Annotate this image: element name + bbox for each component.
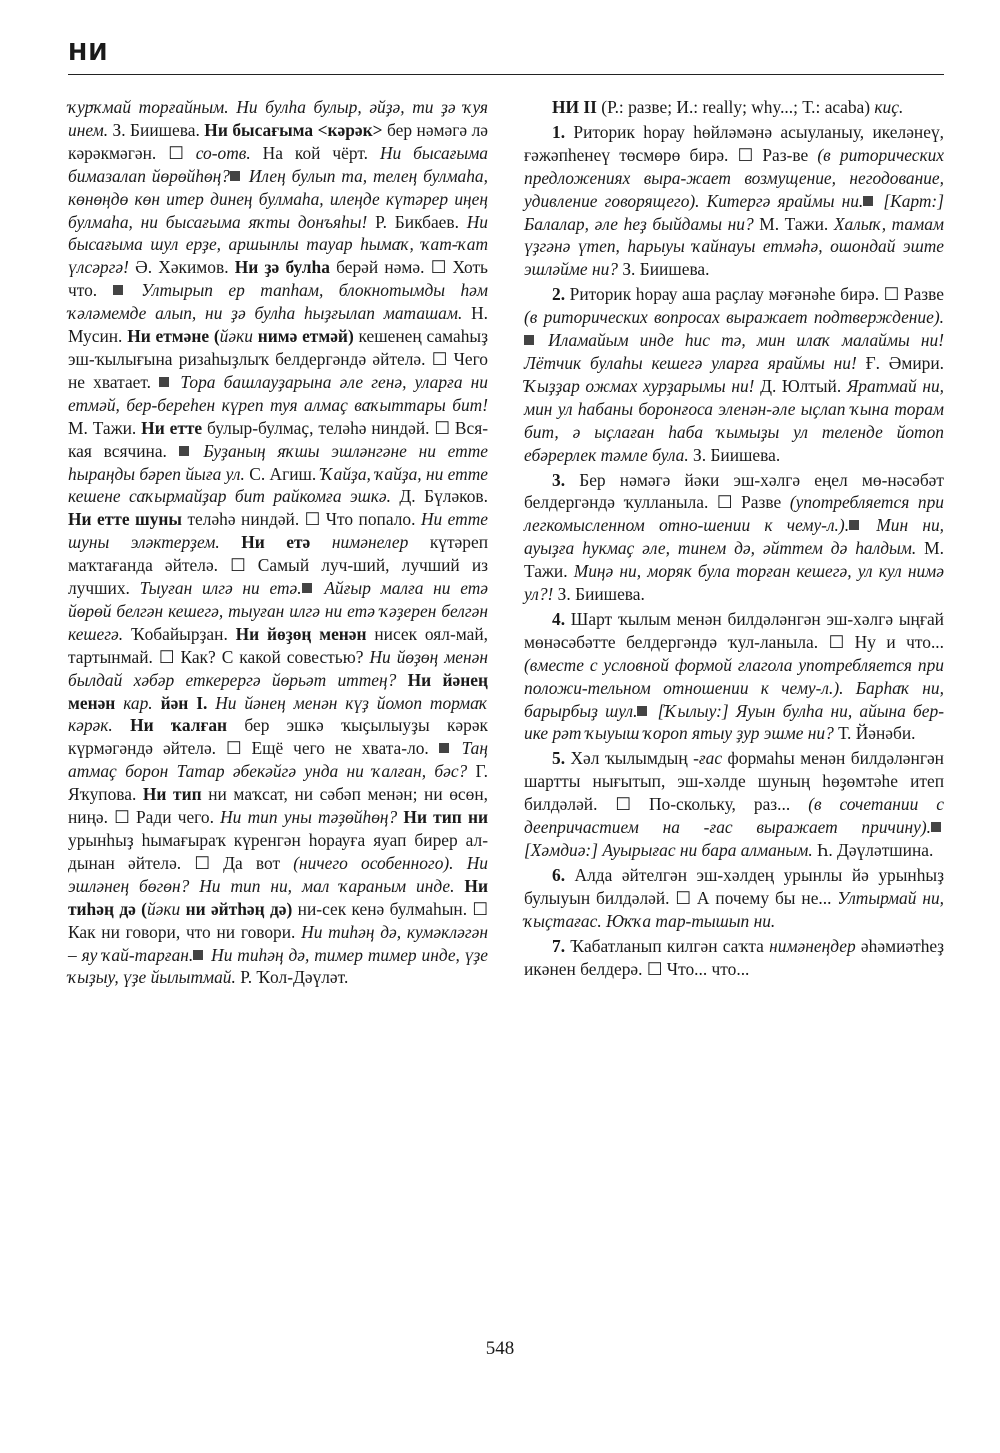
example-marker-icon — [179, 446, 189, 456]
italic-text: Ултырмай ни, ҡыҫтағас. Юҡҡа тар-тышып ни. — [524, 887, 944, 931]
italic-text: Ни бысағыма шул ерҙе, аршынлы тауар һымаҡ, ҡат-ҡат үлсәргә! — [68, 211, 489, 278]
italic-text: Таң атмаҫ борон Татар әбекәйгә унда ни ҡалған, бәс? — [68, 738, 488, 782]
example-marker-icon — [193, 950, 203, 960]
body-text — [153, 693, 161, 713]
body-text: Д. Бүләков. — [390, 486, 488, 507]
italic-text: Ни йәнең менән күҙ йомоп тормаҡ кәрәк. — [68, 692, 488, 736]
example-marker-icon — [113, 285, 123, 295]
body-text: кешенең самаһыҙ эш-ҡылығына ризаһыҙлыҡ белдергәндә әйтелә. ☐ Чего не хватает. — [68, 326, 488, 392]
italic-text: йәки — [146, 898, 181, 919]
italic-text: Халыҡ, тамам үҙгәнә үтеп, һарыуы ҡайнауы етмәһә, ошондай эште эшләйме ни? — [524, 213, 944, 280]
italic-text: Иламайым инде һис тә, мин илаҡ малаймы ни! Лётчик булаһы кешегә уларға яраймы ни! — [524, 330, 944, 373]
headword-phrase: 2. — [552, 284, 566, 305]
headword-phrase: Ни ҙә булһа — [234, 257, 330, 278]
entry-headword-ni-ii — [524, 96, 944, 119]
italic-text: йәки — [219, 326, 253, 347]
italic-text: (в риторических вопросах выражает подтверждение). — [524, 307, 944, 328]
italic-text: (в риторических предложениях выра-жает возмущение, негодование, удивление говорящего). — [524, 144, 944, 211]
body-text: Риторик һорау аша раҫлау мәғәнәһе бирә. ☐ Разве — [565, 284, 944, 305]
body-text: Ҡабатланып килгән саҡта — [565, 935, 770, 956]
headword-phrase: 6. — [552, 864, 566, 885]
headword-phrase: 3. — [552, 469, 566, 490]
body-text: теләһә ниндәй. ☐ Что попало. — [181, 509, 421, 530]
italic-text: -ғас — [693, 748, 723, 769]
headword-phrase: ни әйтһәң дә) — [180, 898, 293, 919]
body-text — [454, 853, 467, 873]
headword-phrase: Ни йөҙөң менән — [235, 623, 367, 644]
example-marker-icon — [637, 706, 647, 716]
headword-phrase: Ни тиһәң дә ( — [68, 875, 488, 919]
body-text: ни-сек кенә булмаһын. ☐ Как ни говори, что ни говори. — [68, 898, 488, 942]
body-text: М. Тажи. — [68, 417, 142, 438]
page-number: 548 — [485, 1338, 515, 1359]
body-text: З. Биишева. — [617, 259, 710, 280]
body-text — [844, 678, 856, 698]
headword-phrase: 7. — [552, 935, 566, 956]
headword-phrase: Ни етте шуны — [68, 509, 182, 530]
headword-phrase: Ни йәнең менән — [68, 669, 488, 713]
body-text: ни маҡсат, ни сәбәп менән; ни өсөн, ниңә. ☐ Ради чего. — [68, 784, 488, 828]
headword-phrase: 4. — [552, 608, 566, 629]
headword-phrase: йән I. — [160, 692, 208, 713]
body-text: формаһы менән билдәләнгән шартты нығытып, эш-хәлде шуның һөҙөмтәһе итеп билдәләй. ☐ По-скольку, раз... — [524, 748, 944, 815]
example-marker-icon — [159, 377, 169, 387]
body-text: Р. Ҡол-Дәүләт. — [235, 967, 349, 988]
body-text: На кой чёрт. — [250, 142, 380, 163]
body-text: Н. Мусин. — [68, 303, 488, 347]
example-marker-icon — [230, 171, 240, 181]
left-column — [68, 96, 488, 989]
headword-phrase: нимә етмәй) — [252, 326, 354, 347]
italic-text: [Хәмдиә:] Ауырығас ни бара алманым. — [524, 840, 813, 860]
sense-2 — [524, 283, 944, 466]
italic-text: Айғыр малға ни етә йөрөй белгән кешегә, тыуған илгә ни етә ҡәҙерен белгән кешегә. — [68, 578, 488, 644]
italic-text: [Ҡылыу:] Яуын булһа ни, айына бер-ике рәт ҡыуыш ҡороп ятыу ҙур эшме ни? — [524, 700, 945, 744]
italic-text: Тыуған илгә ни етә. — [139, 578, 302, 599]
body-text: З. Биишева. — [108, 119, 205, 140]
sense-6 — [524, 864, 944, 933]
body-text — [310, 532, 332, 552]
example-marker-icon — [302, 583, 312, 593]
example-marker-icon — [863, 196, 873, 206]
body-text: Алда әйтелгән эш-хәлдең урынлы йә урынһыҙ булыуын билдәләй. ☐ А почему бы не... — [524, 864, 944, 908]
headword-phrase: 1. — [552, 121, 566, 142]
headword-phrase: Ни тип ни — [403, 807, 488, 828]
headword-phrase: Ни бысағыма <кәрәк> — [204, 119, 383, 140]
body-text: Т. Йәнәби. — [833, 723, 916, 744]
italic-text: (вместе с условной формой глагола употребляется при положи-тельном отношении к чему-л.). — [524, 654, 944, 698]
body-text: Бер нәмәгә йәки эш-хәлгә еңел мө-нәсәбәт белдергәндә ҡулланыла. ☐ Разве — [524, 469, 944, 513]
italic-text: (употребляется при легкомысленном отно-шении к чему-л.). — [524, 492, 944, 536]
body-text: М. Тажи. — [753, 213, 834, 234]
italic-text: Китергә яраймы ни. — [706, 190, 864, 211]
headword-phrase: Ни етмәне ( — [127, 326, 220, 347]
example-marker-icon — [439, 743, 449, 753]
body-text: Д. Юлтый. — [754, 375, 847, 396]
body-text: З. Биишева. — [688, 444, 781, 465]
italic-text: Тора башлауҙарына әле генә, уларға ни етмәй, бер-береһен күреп туя алмаҫ ваҡыттары бит! — [68, 371, 488, 415]
headword-phrase: Ни етте — [141, 417, 203, 438]
italic-text: нимәнелер — [331, 532, 409, 553]
headword-phrase: 5. — [552, 748, 566, 769]
body-text: З. Биишева. — [553, 584, 645, 605]
italic-text: нимәнеңдер — [769, 935, 856, 956]
body-text: Хәл ҡылымдың — [565, 748, 694, 769]
body-text: Риторик һорау һөйләмәнә асыуланыу, икеләнеү, ғәжәпһенеү төсмөрө бирә. ☐ Раз-ве — [524, 121, 944, 165]
headword-phrase: НИ II — [552, 97, 597, 117]
sense-7 — [524, 935, 944, 981]
body-text — [700, 191, 707, 211]
body-text — [220, 532, 242, 552]
example-marker-icon — [524, 335, 534, 345]
body-text: Ә. Хәкимов. — [128, 257, 235, 278]
body-text — [113, 715, 130, 735]
example-marker-icon — [931, 822, 941, 832]
italic-text: ҡурҡмай торғайным. Ни булһа булыр, әйҙә, ти ҙә ҡуя инем. — [68, 97, 488, 140]
body-text: әһәмиәтһеҙ икәнен белдерә. ☐ Что... что... — [524, 935, 944, 979]
italic-text: (в сочетании с деепричастием на -ғас выражает причину). — [524, 794, 944, 838]
italic-text: (ничего особенного). — [293, 852, 454, 873]
italic-text: Ни тиһәң дә, тимер тимер инде, үҙе ҡыҙыу, үҙе йылытмай. — [68, 944, 488, 988]
body-text: Ҡобайырҙан. — [123, 623, 236, 644]
italic-text: Ни йөҙөң менән былдай хәбәр еткерергә йөрьәт иттең? — [68, 646, 488, 690]
italic-text: кар. — [123, 692, 153, 713]
right-column — [524, 96, 944, 980]
body-text: бер эшкә ҡыҫылыуҙы кәрәк күрмәгәндә әйтелә. ☐ Ещё чего не хвата-ло. — [68, 715, 488, 759]
headword-phrase: Ни тип — [142, 784, 202, 805]
headword-phrase: Ни етә — [241, 532, 311, 553]
italic-text: киҫ. — [874, 97, 904, 117]
italic-text: Ни бысағыма бимазалап йөрөйһөң? — [68, 142, 489, 186]
body-text: С. Агиш. — [244, 463, 321, 484]
italic-text: [Карт:] Балалар, әле һеҙ быйдамы ни? — [524, 190, 944, 234]
body-text: берәй нәмә. ☐ Хоть что. — [68, 257, 488, 301]
body-text: Ғ. Әмири. — [856, 352, 944, 373]
body-text: Р. Бикбаев. — [367, 211, 467, 232]
example-marker-icon — [849, 520, 859, 530]
italic-text: Миңә ни, моряк була торған кешегә, ул кул нимә ул?! — [524, 561, 944, 605]
body-text: нисек оял-май, тартынмай. ☐ Как? С какой совестью? — [68, 623, 488, 667]
body-text: күтәреп маҡтағанда әйтелә. ☐ Самый луч-ший, лучший из лучших. — [68, 532, 488, 599]
italic-text: Илең булып та, телең булмаһа, көнөңдө көн итер динең булмаһа, илеңде күтәрер иңең булмаһа, ни бысағыма яҡты донъяһы! — [68, 165, 488, 232]
italic-text: Мин ни, ауыҙға һукмаҫ әле, тинем дә, әйттем дә һалдым. — [524, 515, 944, 559]
body-text: бер нәмәгә лә кәрәкмәгән. ☐ — [68, 119, 488, 163]
italic-text: Барһаҡ ни, барырбыҙ шул. — [524, 677, 944, 721]
italic-text: Ҡыҙҙар ожмах хурҙарымы ни! — [524, 375, 755, 396]
italic-text: Ни тиһәң дә, кумәкләгән – яу ҡай-тарған. — [68, 921, 488, 965]
sense-3 — [524, 469, 944, 606]
body-text: Г. Яҡупова. — [68, 761, 488, 805]
italic-text: Ҡайҙа, ҡайҙа, ни етте кешене саҡырмайҙар бит райкомға эшкә. — [68, 463, 488, 507]
italic-text: Ни етте шуны эләктерҙем. — [68, 509, 488, 553]
sense-4 — [524, 608, 944, 745]
body-text: урынһыҙ һымағыраҡ күренгән һорауға яуап бирер ал-дынан әйтелә. ☐ Да вот — [68, 830, 488, 873]
body-text — [396, 670, 407, 690]
left-entry-text — [68, 96, 488, 989]
italic-text: Буҙаның яҡшы эшләнгәне ни етте һыраңды бәреп йыға ул. — [68, 440, 488, 484]
italic-text: Ни тип уны тәҙөйһөң? — [220, 807, 398, 828]
italic-text: Яратмай ни, мин ул һабаны боронғоса эленән-әле ыҫлап ҡына торам бит, ә ыҫлаған һаба ҡымыҙы ул теленде йотоп ебәрерлек тәмле була. — [524, 375, 944, 465]
italic-text: со-отв. — [195, 142, 251, 163]
body-text: булыр-булмаҫ, теләһә ниндәй. ☐ Вся-кая всячина. — [68, 417, 488, 461]
header-rule — [68, 74, 944, 75]
body-text: Шарт ҡылым менән билдәләнгән эш-хәлгә ыңғай мөнәсәбәтте белдергәндә ҡул-ланыла. ☐ Ну и что... — [524, 608, 944, 652]
body-text: М. Тажи. — [524, 538, 944, 582]
body-text: Һ. Дәүләтшина. — [812, 840, 934, 860]
sense-1 — [524, 121, 944, 281]
body-text: (Р.: разве; И.: really; why...; Т.: acaba) — [596, 97, 875, 117]
sense-5 — [524, 747, 944, 862]
running-head: НИ — [68, 40, 109, 66]
headword-phrase: Ни ҡалған — [130, 715, 228, 736]
body-text — [454, 876, 464, 896]
italic-text: Ултырып ер тапһам, блокнотымды һәм ҡәләмемде алып, ни ҙә булһа һыҙғылап маташам. — [68, 280, 488, 324]
italic-text: Ни эшләнең бөгөн? Ни тип ни, мал ҡараным инде. — [68, 852, 488, 896]
